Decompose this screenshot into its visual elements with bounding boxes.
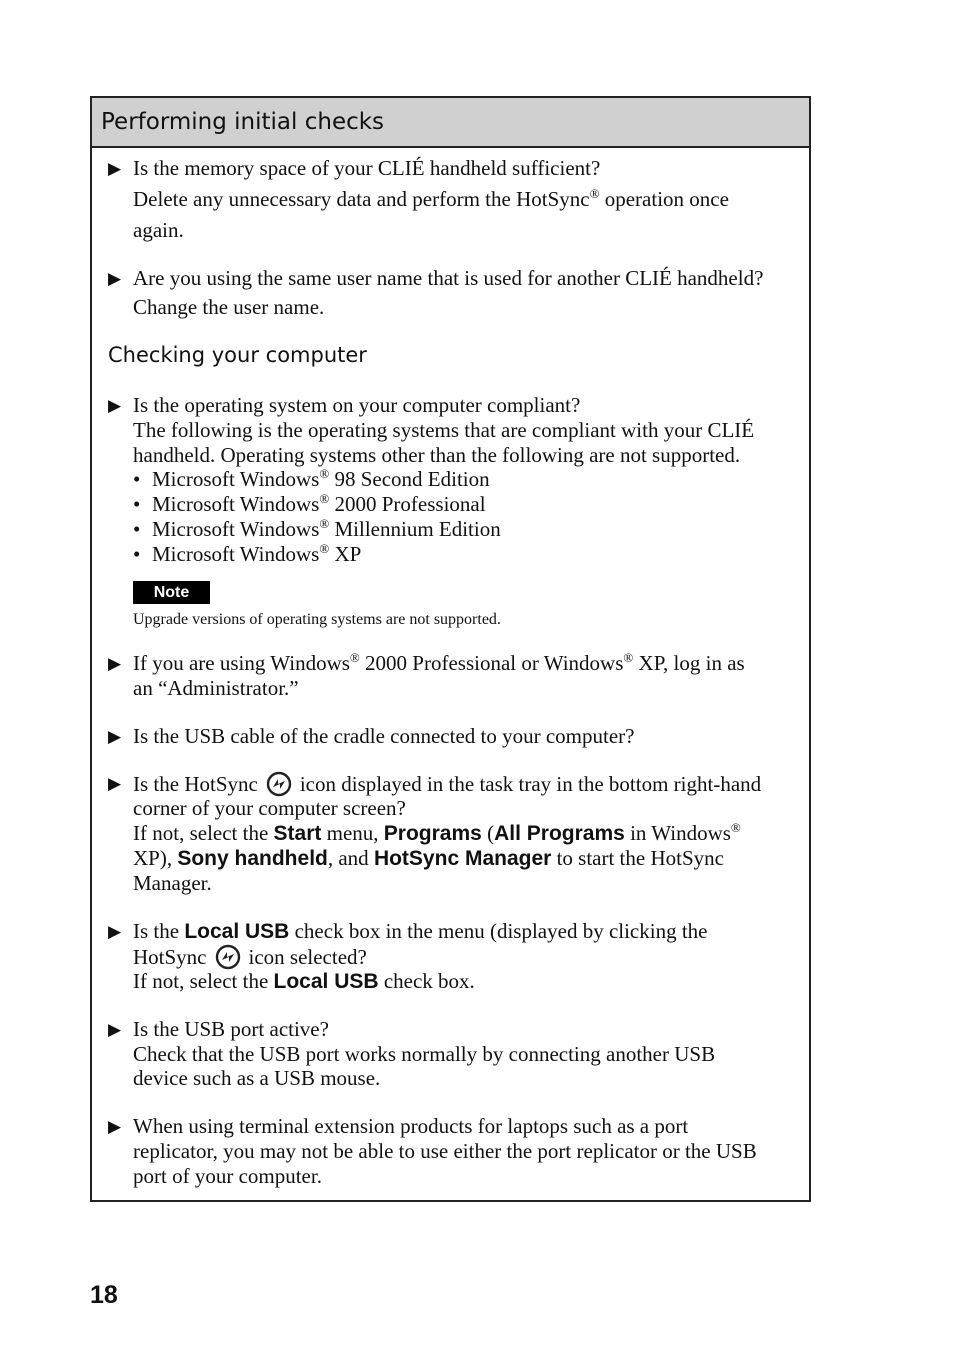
answer-line: handheld. Operating systems other than the following are not supported.	[133, 443, 741, 467]
answer-line: Delete any unnecessary data and perform the HotSync® operation once	[133, 186, 729, 211]
arrow-icon: ▶	[108, 727, 122, 746]
arrow-icon: ▶	[108, 922, 122, 941]
arrow-icon: ▶	[108, 396, 122, 415]
answer-line: Change the user name.	[133, 295, 325, 319]
panel-header	[92, 98, 809, 148]
question-text: Is the operating system on your computer compliant?	[133, 393, 581, 417]
answer-line: again.	[133, 218, 184, 242]
page-number: 18	[90, 1281, 118, 1309]
arrow-icon: ▶	[108, 269, 122, 288]
question-line: port of your computer.	[133, 1164, 322, 1188]
answer-line: device such as a USB mouse.	[133, 1066, 381, 1090]
question-text: Is the Local USB check box in the menu (displayed by clicking the	[133, 919, 708, 943]
arrow-icon: ▶	[108, 159, 122, 178]
question-text: If you are using Windows® 2000 Professional or Windows® XP, log in as	[133, 650, 745, 675]
question-line: corner of your computer screen?	[133, 796, 406, 820]
arrow-icon: ▶	[108, 774, 122, 793]
os-bullet: • Microsoft Windows® 2000 Professional	[133, 491, 486, 516]
question-line: an “Administrator.”	[133, 676, 299, 700]
os-bullet: • Microsoft Windows® XP	[133, 541, 362, 566]
hotsync-icon	[264, 771, 294, 797]
arrow-icon: ▶	[108, 1117, 122, 1136]
answer-line: If not, select the Start menu, Programs (All Programs in Windows®	[133, 820, 741, 845]
section-heading: Checking your computer	[108, 343, 367, 367]
checks-panel	[90, 96, 811, 1202]
answer-line: The following is the operating systems that are compliant with your CLIÉ	[133, 418, 755, 442]
question-text: When using terminal extension products for laptops such as a port	[133, 1114, 689, 1138]
note-badge: Note	[133, 581, 210, 604]
question-text: Is the USB port active?	[133, 1017, 329, 1041]
hotsync-icon	[213, 944, 243, 970]
arrow-icon: ▶	[108, 1020, 122, 1039]
os-bullet: • Microsoft Windows® Millennium Edition	[133, 516, 501, 541]
answer-line: If not, select the Local USB check box.	[133, 969, 475, 993]
question-line: HotSync icon selected?	[133, 945, 367, 969]
note-text: Upgrade versions of operating systems are not supported.	[133, 611, 501, 628]
arrow-icon: ▶	[108, 654, 122, 673]
question-text: Is the HotSync icon displayed in the task tray in the bottom right-hand	[133, 772, 762, 796]
question-text: Is the memory space of your CLIÉ handheld sufficient?	[133, 156, 601, 180]
os-bullet: • Microsoft Windows® 98 Second Edition	[133, 466, 490, 491]
answer-line: Manager.	[133, 871, 212, 895]
answer-line: Check that the USB port works normally by connecting another USB	[133, 1042, 716, 1066]
panel-title: Performing initial checks	[101, 109, 385, 135]
question-text: Is the USB cable of the cradle connected to your computer?	[133, 724, 635, 748]
question-line: replicator, you may not be able to use either the port replicator or the USB	[133, 1139, 757, 1163]
answer-line: XP), Sony handheld, and HotSync Manager to start the HotSync	[133, 846, 724, 870]
question-text: Are you using the same user name that is used for another CLIÉ handheld?	[133, 266, 764, 290]
